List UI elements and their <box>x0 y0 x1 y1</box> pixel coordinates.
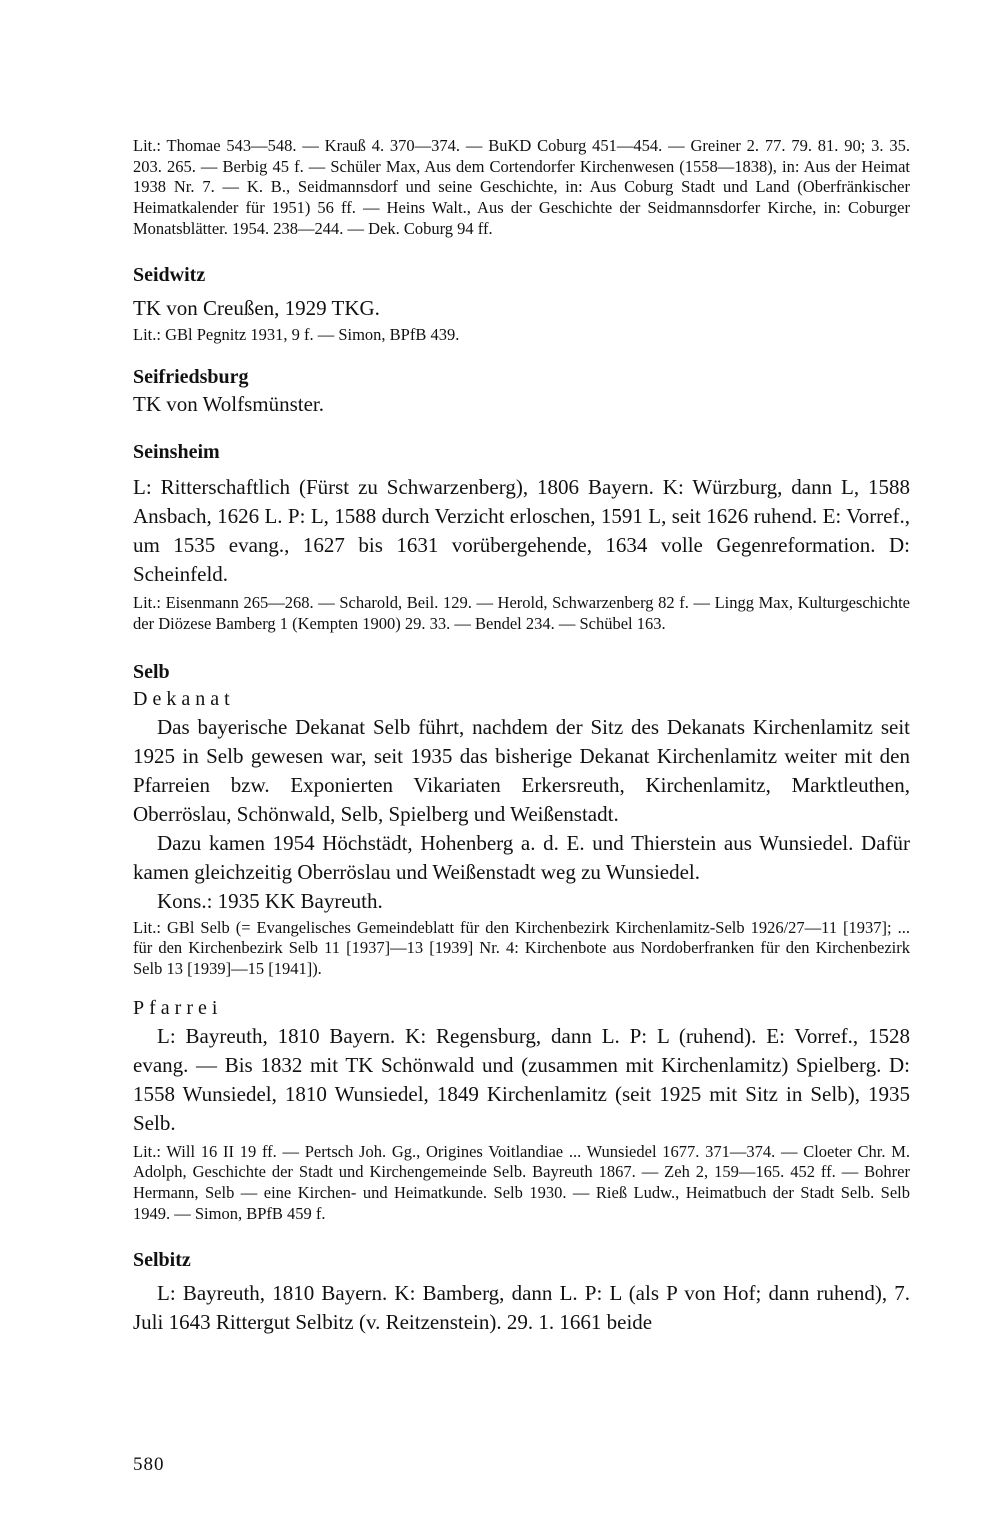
entry-title-seinsheim: Seinsheim <box>133 441 220 464</box>
seinsheim-text: L: Ritterschaftlich (Fürst zu Schwarzenberg), 1806 Bayern. K: Würzburg, dann L, 1588 Ansbach, 1626 L. P: L, 1588 durch Verzicht erloschen, 1591 L, seit 1626 ruhend. E: Vorref., um 1535 evang., 1627 bis 1631 vorübergehende, 1634 volle Gegenreformation. D: Scheinfeld. <box>133 475 910 587</box>
selb-pfarrei-text: L: Bayreuth, 1810 Bayern. K: Regensburg, dann L. P: L (ruhend). E: Vorref., 1528 evang. — Bis 1832 mit TK Schönwald und (zusammen mit Kirchenlamitz) Spielberg. D: 1558 Wunsiedel, 1810 Wunsiedel, 1849 Kirchenlamitz (seit 1925 mit Sitz in Selb), 1935 Selb. <box>133 1023 910 1135</box>
selbitz-text: L: Bayreuth, 1810 Bayern. K: Bamberg, dann L. P: L (als P von Hof; dann ruhend), 7. Juli 1643 Rittergut Selbitz (v. Reitzenstein). 29. 1. 1661 beide <box>133 1280 910 1334</box>
selb-dekanat-kons: Kons.: 1935 KK Bayreuth. <box>157 888 383 913</box>
entry-title-seidwitz: Seidwitz <box>133 263 206 286</box>
seinsheim-literature: Lit.: Eisenmann 265—268. — Scharold, Beil. 129. — Herold, Schwarzenberg 82 f. — Lingg Max, Kulturgeschichte der Diözese Bamberg 1 (Kempten 1900) 29. 33. — Bendel 234. — Schübel 163. <box>133 593 910 633</box>
top-literature: Lit.: Thomae 543—548. — Krauß 4. 370—374. — BuKD Coburg 451—454. — Greiner 2. 77. 79. 81. 90; 3. 35. 203. 265. — Berbig 45 f. — Schüler Max, Aus dem Cortendorfer Kirchenwesen (1558—1838), in: Aus der Heimat 1938 Nr. 7. — K. B., Seidmannsdorf und seine Geschichte, in: Aus Coburg Stadt und Land (Oberfränkischer Heimatkalender für 1951) 56 ff. — Heins Walt., Aus der Geschichte der Seidmannsdorfer Kirche, in: Coburger Monatsblätter. 1954. 238—244. — Dek. Coburg 94 ff. <box>133 136 910 238</box>
page-number: 580 <box>133 1454 165 1475</box>
entry-title-seifriedsburg: Seifriedsburg <box>133 366 249 389</box>
page-content <box>133 136 910 1337</box>
selb-dekanat-paragraph-2: Dazu kamen 1954 Höchstädt, Hohenberg a. d. E. und Thierstein aus Wunsiedel. Dafür kamen gleichzeitig Oberröslau und Weißenstadt weg zu Wunsiedel. <box>133 830 910 884</box>
selb-pfarrei-label: Pfarrei <box>133 996 223 1019</box>
selb-dekanat-literature: Lit.: GBl Selb (= Evangelisches Gemeindeblatt für den Kirchenbezirk Kirchenlamitz-Selb 1926/27—11 [1937]; ... für den Kirchenbezirk Selb 11 [1937]—13 [1939] Nr. 4: Kirchenbote aus Nordoberfranken für den Kirchenbezirk Selb 13 [1939]—15 [1941]). <box>133 917 910 979</box>
selb-pfarrei-literature: Lit.: Will 16 II 19 ff. — Pertsch Joh. Gg., Origines Voitlandiae ... Wunsiedel 1677. 371—374. — Cloeter Chr. M. Adolph, Geschichte der Stadt und Kirchengemeinde Selb. Bayreuth 1867. — Zeh 2, 159—165. 452 ff. — Bohrer Hermann, Selb — eine Kirchen- und Heimatkunde. Selb 1930. — Rieß Ludw., Heimatbuch der Stadt Selb. Selb 1949. — Simon, BPfB 459 f. <box>133 1141 910 1223</box>
seidwitz-literature: Lit.: GBl Pegnitz 1931, 9 f. — Simon, BPfB 439. <box>133 324 460 344</box>
selb-dekanat-paragraph-1: Das bayerische Dekanat Selb führt, nachdem der Sitz des Dekanats Kirchenlamitz seit 1925 in Selb gewesen war, seit 1935 das bisherige Dekanat Kirchenlamitz weiter mit den Pfarreien bzw. Exponierten Vikariaten Erkersreuth, Kirchenlamitz, Marktleuthen, Oberröslau, Schönwald, Selb, Spielberg und Weißenstadt. <box>133 714 910 826</box>
entry-title-selbitz: Selbitz <box>133 1248 191 1271</box>
seifriedsburg-text: TK von Wolfsmünster. <box>133 392 324 417</box>
seidwitz-text: TK von Creußen, 1929 TKG. <box>133 295 380 320</box>
selb-dekanat-label: Dekanat <box>133 687 235 710</box>
entry-title-selb: Selb <box>133 660 170 683</box>
